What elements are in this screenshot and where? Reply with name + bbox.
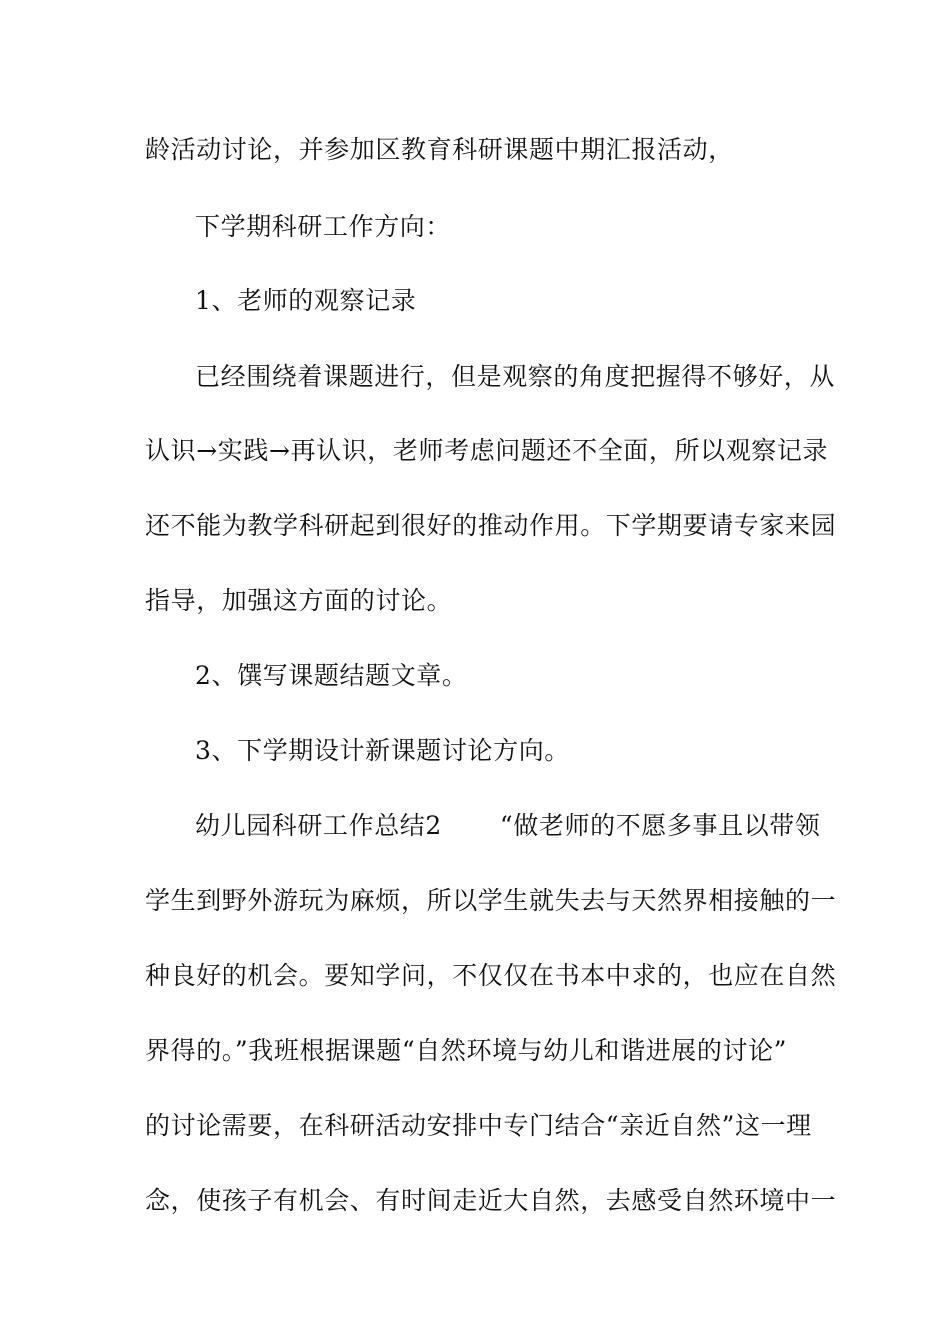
text-line-13: 界得的。”我班根据课题“自然环境与幼儿和谐进展的讨论” [145, 1036, 788, 1065]
list-item-1-heading: 1、老师的观察记录 [195, 286, 417, 315]
text-line-15: 念，使孩子有机会、有时间走近大自然，去感受自然环境中一 [145, 1186, 837, 1215]
text-line-11: 学生到野外游玩为麻烦，所以学生就失去与天然界相接触的一 [145, 886, 837, 915]
quote-opening: “做老师的不愿多事且以带领 [499, 811, 821, 840]
text-line-14: 的讨论需要，在科研活动安排中专门结合“亲近自然”这一理 [145, 1111, 812, 1140]
text-line-1: 龄活动讨论，并参加区教育科研课题中期汇报活动， [145, 135, 734, 164]
text-line-12: 种良好的机会。要知学问，不仅仅在书本中求的，也应在自然 [145, 961, 837, 990]
text-line-4: 已经围绕着课题进行，但是观察的角度把握得不够好，从 [195, 362, 836, 391]
text-line-6: 还不能为教学科研起到很好的推动作用。下学期要请专家来园 [145, 511, 837, 540]
list-item-2: 2、馔写课题结题文章。 [195, 661, 468, 690]
list-item-3: 3、下学期设计新课题讨论方向。 [195, 736, 570, 765]
section-heading-next-term: 下学期科研工作方向： [195, 212, 452, 241]
section-title-summary-2: 幼儿园科研工作总结2 [195, 811, 442, 840]
text-line-5: 认识→实践→再认识，老师考虑问题还不全面，所以观察记录 [145, 436, 829, 465]
text-line-10 [195, 806, 825, 846]
text-line-7: 指导，加强这方面的讨论。 [145, 586, 453, 615]
